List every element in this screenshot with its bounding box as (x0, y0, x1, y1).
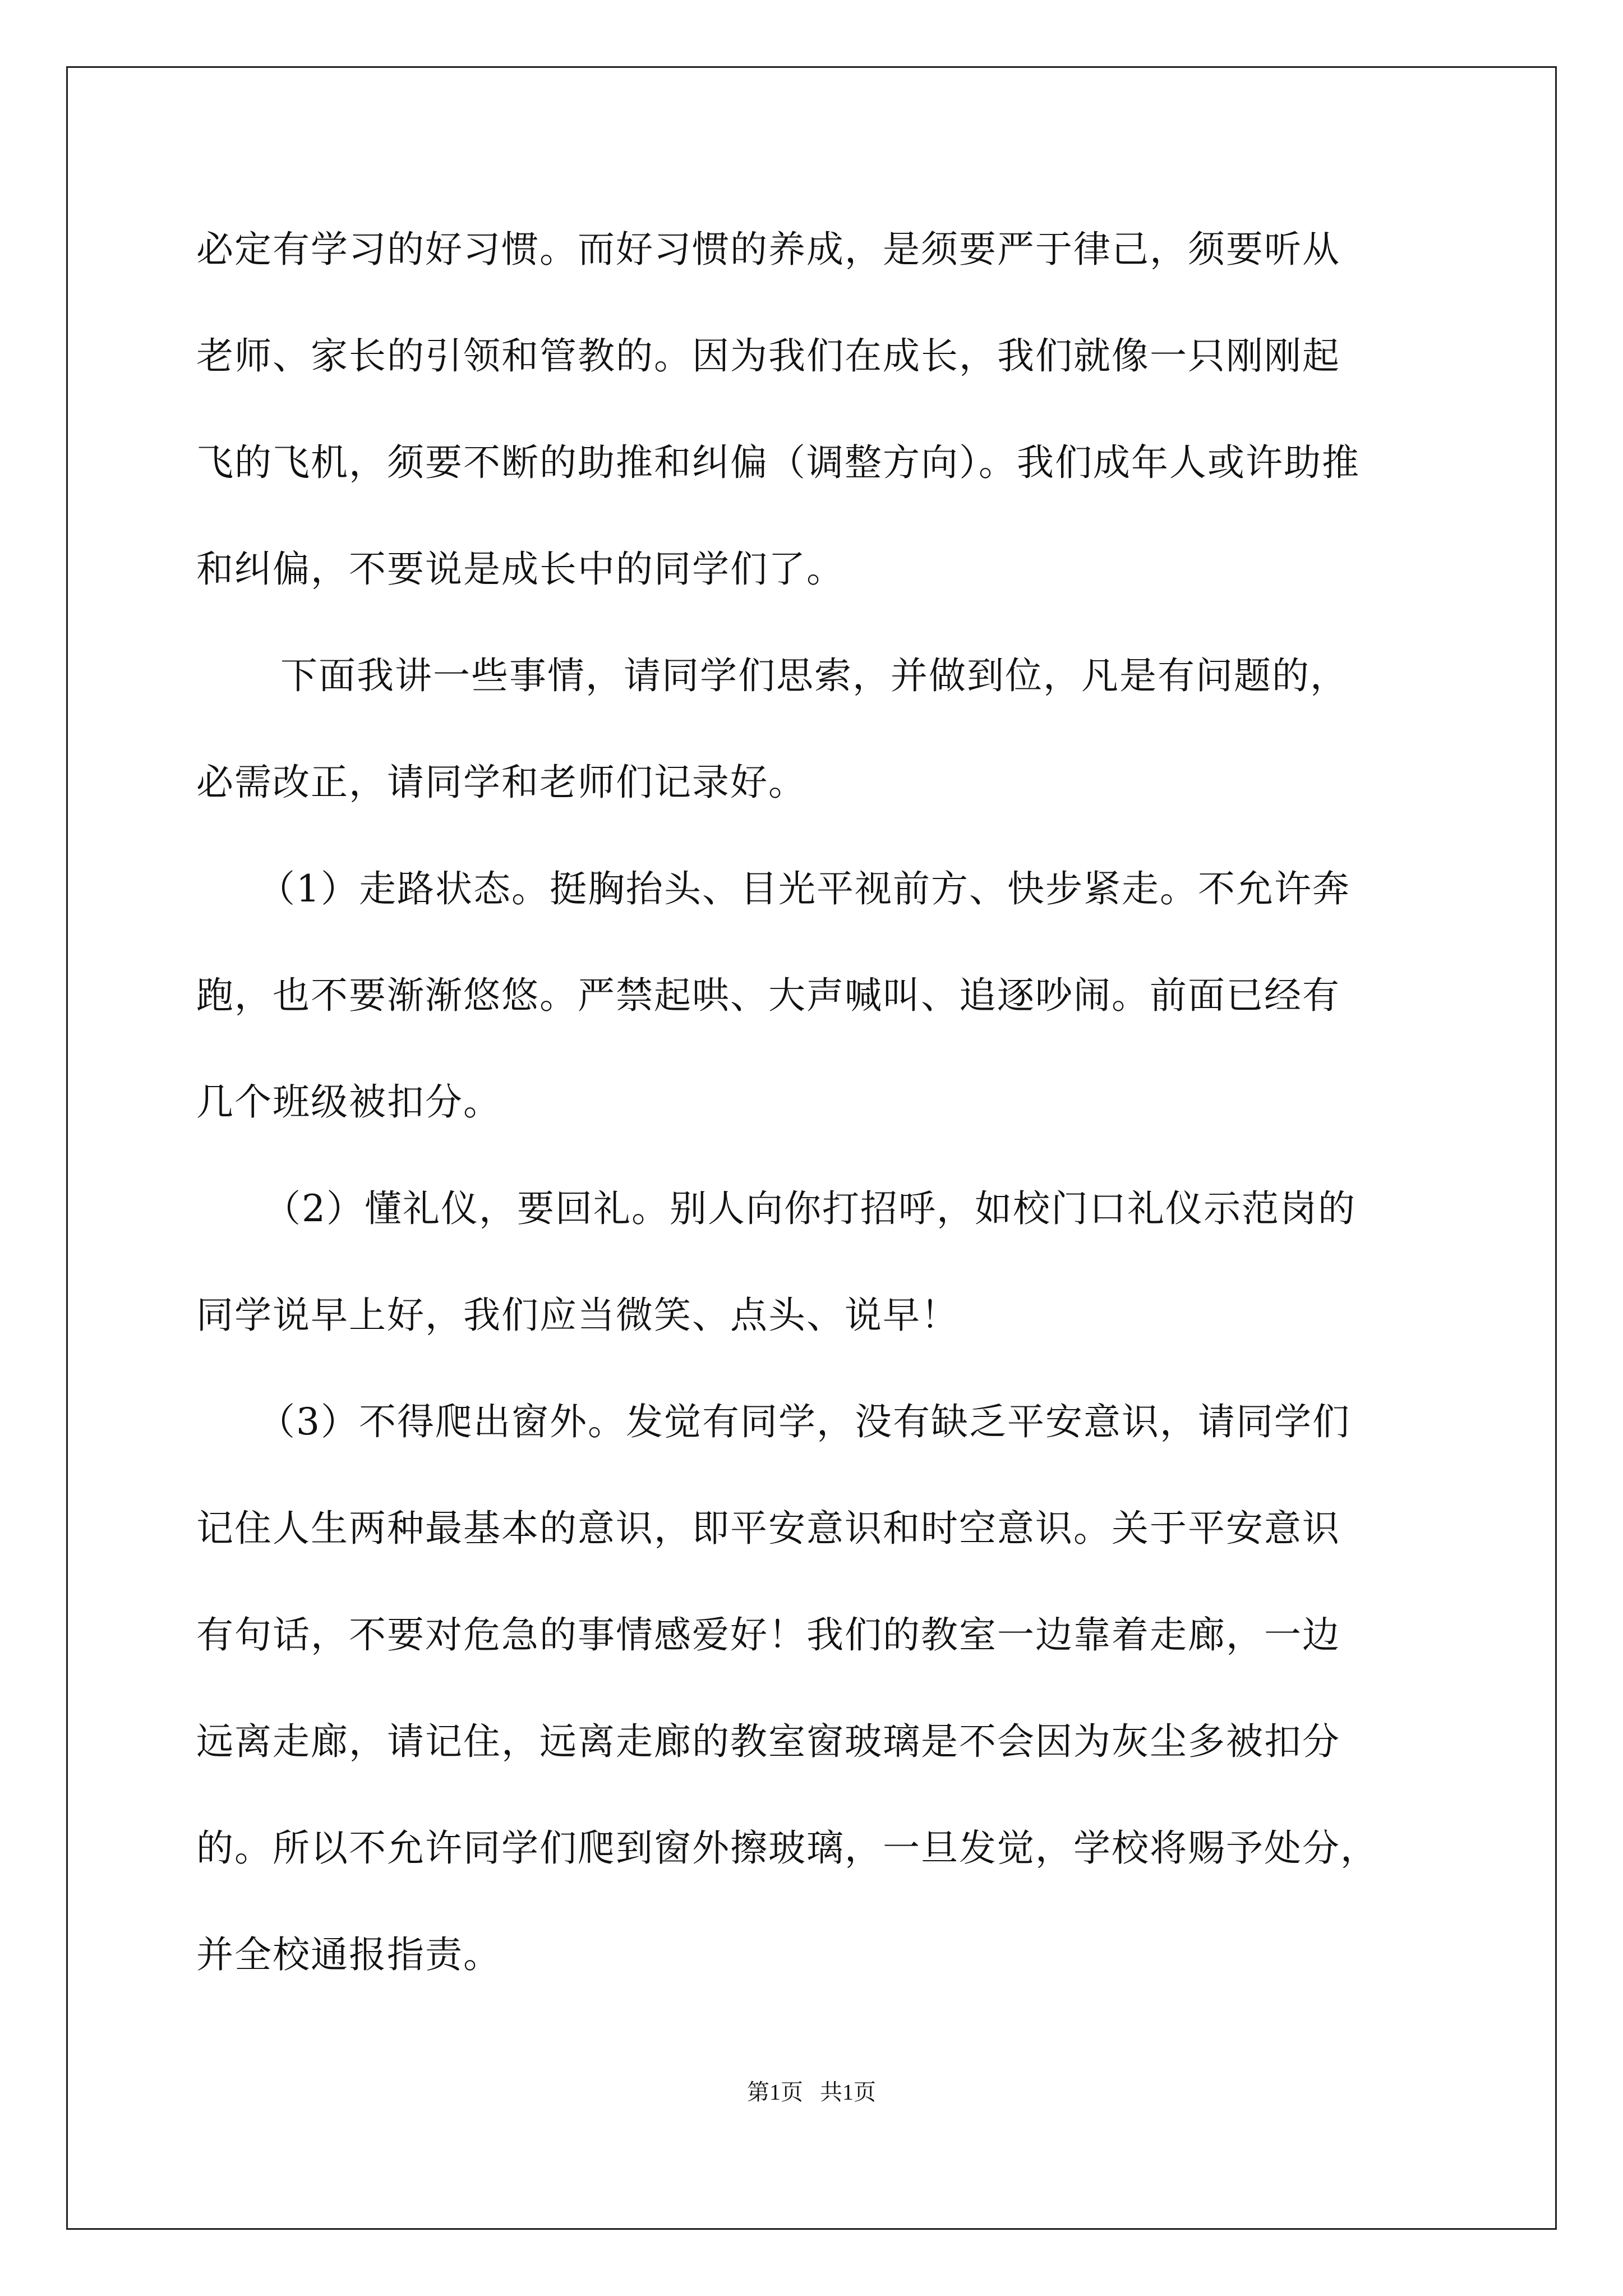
text-line: 的。所以不允许同学们爬到窗外擦玻璃，一旦发觉，学校将赐予处分， (196, 1826, 1378, 1870)
text-line: 必定有学习的好习惯。而好习惯的养成，是须要严于律己，须要听从 (196, 228, 1340, 271)
text-line: 有句话，不要对危急的事情感爱好！我们的教室一边靠着走廊，一边 (196, 1613, 1340, 1657)
text-line: 记住人生两种最基本的意识，即平安意识和时空意识。关于平安意识 (196, 1507, 1340, 1550)
paragraph-start-line: （3）不得爬出窗外。发觉有同学，没有缺乏平安意识，请同学们 (258, 1400, 1350, 1443)
text-line: 并全校通报指责。 (196, 1933, 501, 1976)
paragraph-start-line: 下面我讲一些事情，请同学们思索，并做到位，凡是有问题的， (280, 654, 1348, 697)
text-line: 跑，也不要渐渐悠悠。严禁起哄、大声喊叫、追逐吵闹。前面已经有 (196, 974, 1340, 1017)
text-line: 老师、家长的引领和管教的。因为我们在成长，我们就像一只刚刚起 (196, 334, 1340, 378)
text-line: 同学说早上好，我们应当微笑、点头、说早！ (196, 1294, 959, 1337)
text-line: 飞的飞机，须要不断的助推和纠偏（调整方向）。我们成年人或许助推 (196, 441, 1360, 484)
page-border (66, 66, 1557, 2230)
text-line: 必需改正，请同学和老师们记录好。 (196, 761, 806, 804)
page-footer: 第1页 共1页 (747, 2079, 876, 2105)
text-line: 远离走廊，请记住，远离走廊的教室窗玻璃是不会因为灰尘多被扣分 (196, 1720, 1340, 1763)
text-line: 几个班级被扣分。 (196, 1080, 501, 1124)
paragraph-start-line: （1）走路状态。挺胸抬头、目光平视前方、快步紧走。不允许奔 (258, 867, 1350, 910)
paragraph-start-line: （2）懂礼仪，要回礼。别人向你打招呼，如校门口礼仪示范岗的 (264, 1187, 1356, 1230)
text-line: 和纠偏，不要说是成长中的同学们了。 (196, 547, 845, 591)
